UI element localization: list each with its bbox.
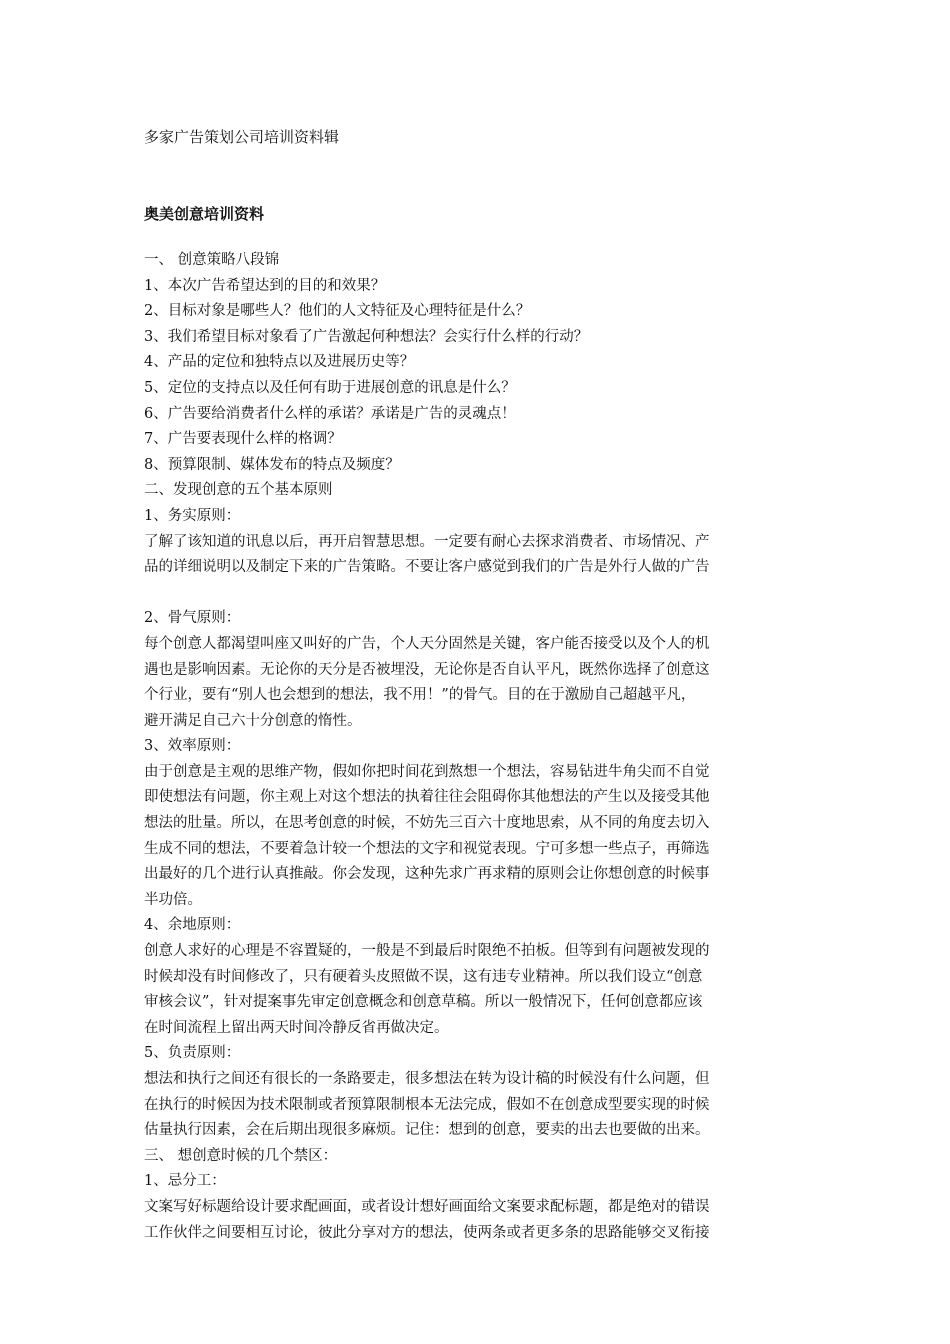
principle-title: 1、务实原则： (144, 507, 241, 524)
paragraph-line: 想法和执行之间还有很长的一条路要走，很多想法在转为设计稿的时候没有什么问题，但 (144, 1071, 710, 1087)
list-item: 7、广告要表现什么样的格调？ (144, 431, 342, 448)
paragraph-line: 由于创意是主观的思维产物，假如你把时间花到熬想一个想法，容易钻进牛角尖而不自觉 (144, 763, 710, 780)
paragraph-line: 估量执行因素，会在后期出现很多麻烦。记住：想到的创意，要卖的出去也要做的出来。 (144, 1122, 710, 1139)
part1-heading: 一、 创意策略八段锦 (144, 252, 280, 268)
paragraph-line: 文案写好标题给设计要求配画面，或者设计想好画面给文案要求配标题，都是绝对的错误 (144, 1198, 710, 1215)
paragraph-line: 时候却没有时间修改了，只有硬着头皮照做不误，这有违专业精神。所以我们设立“创意 (144, 968, 703, 985)
paragraph-line: 审核会议”，针对提案事先审定创意概念和创意草稿。所以一般情况下，任何创意都应该 (144, 994, 703, 1011)
paragraph-line: 半功倍。 (144, 891, 202, 908)
list-item: 5、定位的支持点以及任何有助于进展创意的讯息是什么？ (144, 379, 516, 396)
section-title: 奥美创意培训资料 (144, 205, 265, 223)
paragraph-line: 了解了该知道的讯息以后，再开启智慧思想。一定要有耐心去探求消费者、市场情况、产 (144, 533, 710, 550)
document-title: 多家广告策划公司培训资料辑 (144, 128, 340, 146)
list-item: 6、广告要给消费者什么样的承诺？承诺是广告的灵魂点！ (144, 405, 516, 422)
paragraph-line: 出最好的几个进行认真推敲。你会发现，这种先求广再求精的原则会让你想创意的时候事 (144, 866, 710, 883)
paragraph-line: 生成不同的想法，不要着急计较一个想法的文字和视觉表现。宁可多想一些点子，再筛选 (144, 840, 710, 857)
document-body (144, 248, 809, 1246)
paragraph-line: 遇也是影响因素。无论你的天分是否被埋没，无论你是否自认平凡，既然你选择了创意这 (144, 661, 710, 678)
paragraph-line: 即使想法有问题，你主观上对这个想法的执着往往会阻碍你其他想法的产生以及接受其他 (144, 789, 710, 806)
principle-title: 1、忌分工： (144, 1173, 226, 1190)
list-item: 3、我们希望目标对象看了广告激起何种想法？会实行什么样的行动？ (144, 328, 589, 345)
paragraph-line: 每个创意人都渴望叫座又叫好的广告，个人天分固然是关键，客户能否接受以及个人的机 (144, 635, 710, 652)
paragraph-line: 避开满足自己六十分创意的惰性。 (144, 712, 362, 729)
blank-line (144, 581, 809, 607)
principle-title: 3、效率原则： (144, 738, 241, 755)
paragraph-line: 工作伙伴之间要相互讨论，彼此分享对方的想法，使两条或者更多条的思路能够交叉衔接 (144, 1224, 710, 1241)
paragraph-line: 想法的肚量。所以，在思考创意的时候，不妨先三百六十度地思索，从不同的角度去切入 (144, 815, 710, 832)
paragraph-line: 个行业，要有“别人也会想到的想法，我不用！”的骨气。目的在于激励自己超越平凡， (144, 687, 696, 704)
principle-title: 4、余地原则： (144, 917, 241, 934)
part3-heading: 三、 想创意时候的几个禁区： (144, 1147, 338, 1164)
list-item: 4、产品的定位和独特点以及进展历史等？ (144, 354, 415, 371)
list-item: 2、目标对象是哪些人？他们的人文特征及心理特征是什么？ (144, 303, 531, 320)
paragraph-line: 创意人求好的心理是不容置疑的，一般是不到最后时限绝不拍板。但等到有问题被发现的 (144, 943, 710, 960)
principle-title: 2、骨气原则： (144, 610, 241, 627)
principle-title: 5、负责原则： (144, 1045, 241, 1062)
list-item: 1、本次广告希望达到的目的和效果？ (144, 277, 386, 294)
list-item: 8、预算限制、媒体发布的特点及频度？ (144, 456, 400, 473)
paragraph-line: 在执行的时候因为技术限制或者预算限制根本无法完成，假如不在创意成型要实现的时候 (144, 1096, 710, 1113)
paragraph-line: 品的详细说明以及制定下来的广告策略。不要让客户感觉到我们的广告是外行人做的广告 (144, 559, 710, 576)
part2-heading: 二、发现创意的五个基本原则 (144, 482, 333, 499)
paragraph-line: 在时间流程上留出两天时间冷静反省再做决定。 (144, 1019, 449, 1036)
